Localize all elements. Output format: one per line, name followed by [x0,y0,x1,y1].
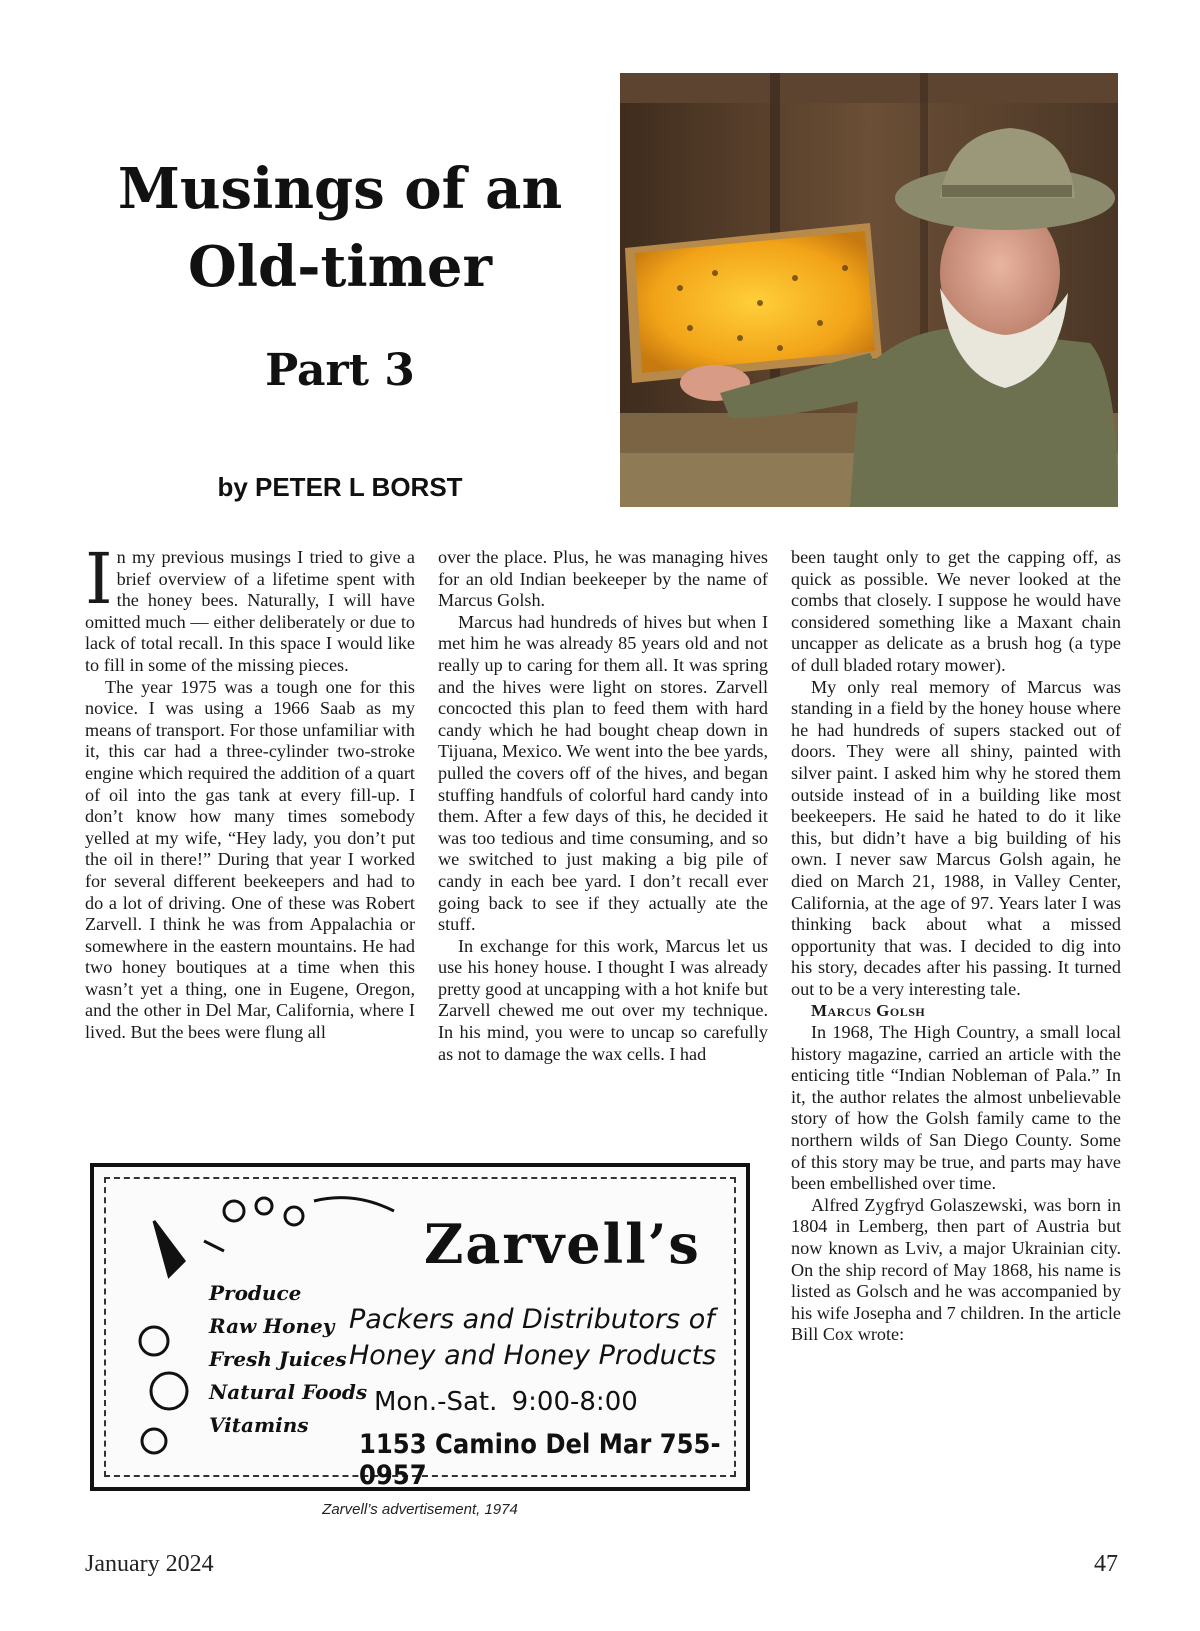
paragraph: over the place. Plus, he was managing hives for an old Indian beekeeper by the name of Marcus Golsh. [438,547,768,611]
paragraph-intro-text: n my previous musings I tried to give a brief overview of a lifetime spent with the honey bees. Naturally, I will have omitted much — either deliberately or due to lack of total recall. In this space I would like to fill in some of the missing pieces. [85,547,415,675]
article-column-2 [438,547,768,1065]
paragraph: The year 1975 was a tough one for this novice. I was using a 1966 Saab as my means of transport. For those unfamiliar with it, this car had a three-cylinder two-stroke engine which required the addition of a quart of oil into the gas tank at every fill-up. I don’t know how many times somebody yelled at my wife, “Hey lady, you don’t put the oil in there!” During that year I worked for several different beekeepers and had to do a lot of driving. One of these was Robert Zarvell. I think he was from Appalachia or somewhere in the eastern mountains. He had two honey boutiques at a time when this wasn’t yet a thing, one in Eugene, Oregon, and the other in Del Mar, California, where I lived. But the bees were flung all [85,676,415,1043]
ad-caption: Zarvell’s advertisement, 1974 [322,1501,518,1518]
paragraph: In exchange for this work, Marcus let us use his honey house. I thought I was already pretty good at uncapping with a hot knife but Zarvell chewed me out over my technique. In his mind, you were to uncap so carefully as not to damage the wax cells. I had [438,935,768,1064]
paragraph-intro [85,538,415,677]
beekeeper-photo [620,73,1118,507]
title-line-2: Old-timer [188,234,492,300]
ad-hours: Mon.-Sat. 9:00-8:00 [374,1387,638,1417]
paragraph: Alfred Zygfryd Golaszewski, was born in 1804 in Lemberg, then part of Austria but now known as Lviv, a major Ukrainian city. On the ship record of May 1868, his name is listed as Golsch and he was accompanied by his wife Josepha and 7 children. In the article Bill Cox wrote: [791,1194,1121,1345]
paragraph: My only real memory of Marcus was standing in a field by the honey house where he had hundreds of supers stacked out of doors. They were all shiny, painted with silver paint. I asked him why he stored them outside instead of in a building like most beekeepers. He said he hated to do it like this, but didn’t have a big building of his own. I never saw Marcus Golsh again, he died on March 21, 1988, in Valley Center, California, at the age of 97. Years later I was thinking back about what a missed opportunity that was. I decided to dig into his story, decades after his passing. It turned out to be a very interesting tale. [791,676,1121,999]
ad-list-item: Raw Honey [209,1314,335,1338]
ad-address-phone: 1153 Camino Del Mar 755-0957 [359,1429,721,1491]
paragraph: Marcus had hundreds of hives but when I met him he was already 85 years old and not really up to caring for them all. It was spring and the hives were light on stores. Zarvell concocted this plan to feed them with hard candy which he had bought cheap down in Tijuana, Mexico. We went into the bee yards, pulled the covers off of the hives, and began stuffing handfuls of colorful hard candy into them. After a few days of this, he decided it was too tedious and time consuming, and so we switched to just making a big pile of candy in each bee yard. I don’t recall ever going back to see if they actually ate the stuff. [438,611,768,935]
issue-date: January 2024 [85,1551,214,1577]
paragraph: In 1968, The High Country, a small local history magazine, carried an article with the enticing title “Indian Nobleman of Pala.” In it, the author relates the almost unbelievable story of how the Golsh family came to the northern wilds of San Diego County. Some of this story may be true, and parts may have been embellished over time. [791,1022,1121,1194]
paragraph: been taught only to get the capping off, as quick as possible. We never looked at the combs that closely. I suppose he would have considered something like a Maxant chain uncapper as delicate as a brush hog (a type of dull bladed rotary mower). [791,547,1121,675]
ad-tagline-line-1: Packers and Distributors of [349,1304,715,1335]
section-heading: Marcus Golsh [811,1001,926,1021]
article-column-3 [791,547,1121,1346]
zarvells-advertisement [90,1163,750,1491]
page-number: 47 [1094,1551,1118,1577]
ad-list-item: Natural Foods [209,1380,368,1404]
ad-list-item: Fresh Juices [209,1347,347,1371]
ad-list-item: Produce [209,1281,302,1305]
drop-cap: I [85,538,113,620]
ad-tagline-line-2: Honey and Honey Products [349,1340,717,1371]
byline: by PETER L BORST [217,472,463,502]
article-title [90,150,590,306]
article-column-1 [85,538,415,1044]
beekeeper-illustration [620,73,1118,507]
ad-store-name: Zarvell’s [424,1212,701,1276]
ad-list-item: Vitamins [209,1413,309,1437]
ad-product-list [209,1277,367,1442]
article-subtitle: Part 3 [265,345,415,396]
title-line-1: Musings of an [117,156,563,222]
ad-tagline [349,1302,716,1374]
